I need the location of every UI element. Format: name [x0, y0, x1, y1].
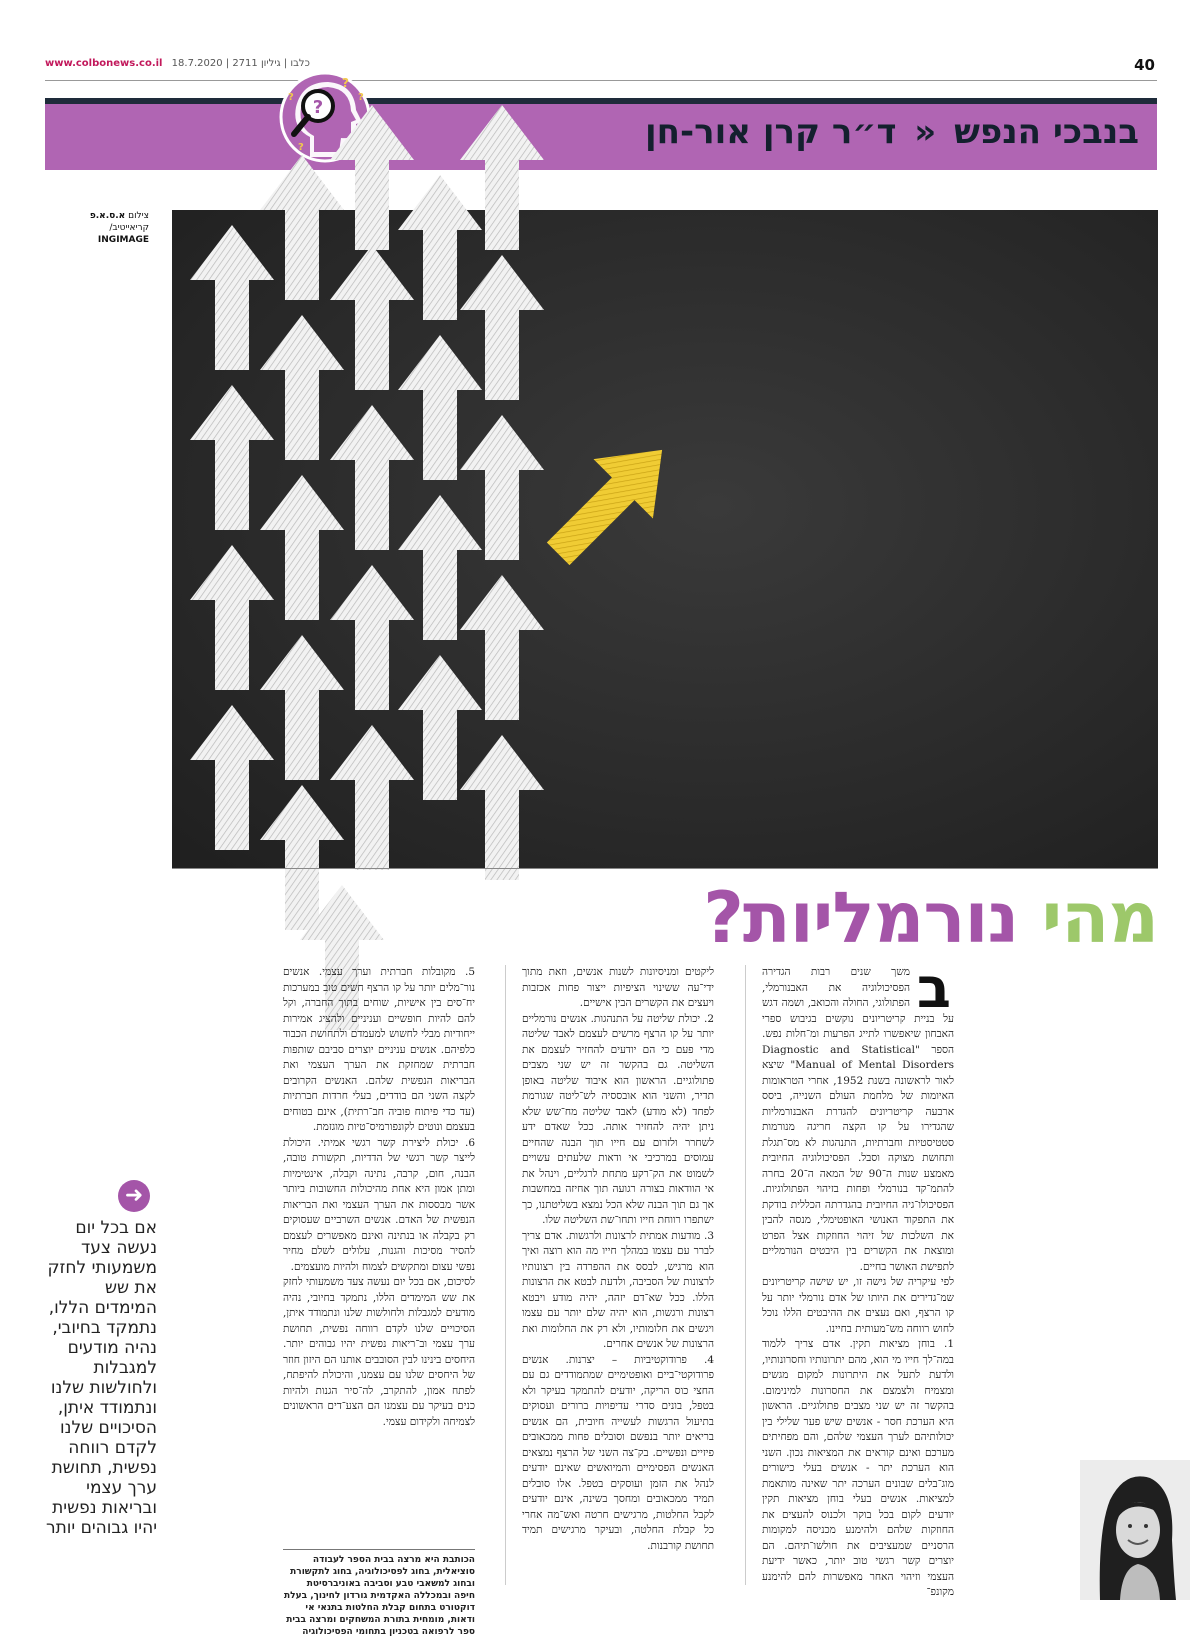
article-column-3 — [283, 965, 475, 1540]
paragraph: ליקטים ומניסיונות לשנות אנשים, וזאת מתוך ידי־עה ששינוי הציפיות ייצור פחות אכזבות ויעצים את הקשרים הבין אישיים. — [522, 966, 714, 1009]
column-title — [645, 112, 1139, 152]
column-author: ד״ר קרן אור-חן — [644, 112, 897, 152]
svg-text:?: ? — [298, 142, 304, 153]
paragraph: משך שנים רבות הגדירה הפסיכולוגיה את האבנורמלי, הפתולוגי, החולה והכואב, ושמה דגש על בניית קריטריונים נוקשים בגיבוש ספרי האבחון שיאפשרו לתייג הפרעות ומ־חלות נפש. הספר "Diagnostic and Statistical Manual of Mental Disorders" שיצא לאור לראשונה בשנת 1952, אחרי הטראומות האיומות של מלחמת העולם השנייה, ביסס ארבעה קריטריונים להגדרת האבנורמליות שהגדירו על קו הקצה חריגה מנורמות סטטיסטיות וחברתיות, התנהגות לא מס־תגלת ותחושת מצוקה וסבל. הפסיכולוגיה החיובית מאמצע שנות ה־90 של המאה ה־20 בחרה להתמ־קד בנורמלי ופחות בזיהוי הפתולוגיות. הפסיכולו־גיה החיובית בהגדרתה הכללית בודקת את התפקוד האנושי האופטימלי, מנסה להבין את השלכות של זיהוי החוזקות אצל הפרט ומוצאת את הקשרים בין היבטים הנורמליים לתפישת האושר בחיים. — [762, 966, 955, 1273]
arrow-right-icon: ➜ — [118, 1180, 150, 1212]
svg-text:?: ? — [312, 97, 324, 118]
headline-part1: מהי — [1041, 877, 1158, 959]
page-number: 40 — [1134, 56, 1155, 74]
chalkboard-arrows-photo — [172, 210, 1158, 868]
svg-text:?: ? — [342, 76, 349, 90]
issue-info: כלבו | גיליון 2711 | 18.7.2020 — [171, 58, 310, 69]
credit-agency: קריאייטיב/ — [109, 223, 149, 233]
credit-source: INGIMAGE — [97, 235, 149, 245]
paragraph: 3. מודעות אמתית לרצונות ולרגשות. אדם צריך לברר עם עצמו במהלך חייו מה הוא רוצה ואיך הוא מרגיש, לבסס את ההפרדה בין רצונותיו לרצונות של הסביבה, ולדעת לבטא את הרצונות הללו. ככל שא־דם יזהה, יהיה מודע ויבטא רצונות ורגשות, הוא יהיה שלם יותר עם עצמו ויגשים את חלומותיו, ולא רק את החלומות ואת הרצונות של אנשים אחרים. — [522, 1229, 714, 1350]
column-divider — [505, 965, 506, 1585]
pull-quote: אם בכל יום נעשה צעד משמעותי לחזק את שש המימדים הללו, נתמקד בחיובי, נהיה מודעים למגבלות ולחולשות שלנו ונתמודד איתן, הסיכויים שלנו לקדם רווחה נפשית, תחושת ערך עצמי ובריאות נפשית יהיו גבוהים יותר — [45, 1218, 157, 1538]
chevron-icon: « — [914, 112, 937, 152]
site-url[interactable]: www.colbonews.co.il — [45, 58, 163, 69]
column-band — [45, 98, 1157, 170]
section-name: בנבכי הנפש — [954, 112, 1139, 152]
headline-part2: נורמליות? — [703, 877, 1019, 959]
paragraph: 6. יכולת ליצירת קשר רגשי אמיתי. היכולת לייצר קשר רגשי של הדדיות, תקשורת טובה, הבנה, חום, קרבה, נתינה וקבלה, אינטימיות ומתן אמון היא אחת מהיכולות החשובות ביותר אשר מבססות את הערך העצמי ואת הבריאות הנפשית של האדם. אנשים השרביים שעסוקים רק בקבלה או בנתינה ואינם מאפשרים לעצמם להסיר מסיכות והגנות, עלולים לשלם מחיר נפשי עצום ומתקשים לצמוח ולהיות מועצמים. — [283, 1136, 475, 1273]
photo-divider — [172, 868, 1158, 869]
credit-name: א.ס.א.פ — [89, 211, 126, 221]
paragraph: 5. מקובלות חברתית וערך עצמי. אנשים נור־מלים יותר על קו הרצף חשים טוב במערכות יח־סים בין אישיות, שוחים בתוך החברה, וקל להם להיות חופשיים ועניניים ולהציג אמירות ייחודיות מבלי לחשוש למעמדם ולתחושת הכבוד כלפיהם. אנשים עניניים יוצרים סביבם שותפות חברתית שמחזקת את הערך העצמי ואת הבריאות הנפשית שלהם. האנשים הקרובים לקצה השני הם בודדים, בעלי חרדות חברתיות (עד כדי פיתוח פוביה חב־רתית), אינם בטוחים בעצמם ונוטים לקונפורמיס־טיות מוגזמת. — [283, 966, 475, 1133]
paragraph: 4. פרודוקטיביות – יצרנות. אנשים פרודוקטי־ביים ואופטימיים שמתמודדים גם עם החצי כוס הריקה, יודעים להתמקד בעיקר ולא בטפל, בונים סדרי עדיפויות ברורים ועסוקים בתיעול הרגשות לעשייה חיובית, הם אנשים בריאים יותר בנפשם וסובלים פחות ממכאובים פיזיים ונפשיים. בק־צה השני של הרצף נמצאים האנשים הפסימיים והמיואשים שאינם יודעים לנהל את הזמן ועוסקים בטפל. אלו סובלים תמיד ממכאובים ומחסך בשינה, אינם יודעים לקבל החלטות, מרגישים חרטה ואש־מה אחרי כל קבלת החלטה, ובעיקר מרגישים תמיד תחושת קורבנות. — [522, 1353, 714, 1552]
paragraph: 1. בוחן מציאות תקין. אדם צריך ללמוד במה־לך חייו מי הוא, מהם יתרונותיו וחסרונותיו, ולדעת לתעל את היתרונות למקום מגשים ומצמיח ולצמצם את החסרונות למינימום. בהקשר זה יש שני מצבים פתולוגיים. הראשון היא הערכת חסר - אנשים שיש פער שלילי בין יכולותיהם לערך העצמי שלהם, והם מפחיתים מערכם ואינם קוראים את המציאות נכון. השני הוא הערכת יתר - אנשים בעלי כישורים מוג־בלים שבונים הערכה יתר שאינה מותאמת למציאות. אנשים בעלי בוחן מציאות תקין יודעים לקום בכל בוקר ולכנוס להעצים את החוזקות שלהם ולהימנע מכניסה למקומות הרסניים שמעציבים את חולשו־תיהם. הם יוצרים קשר רגשי טוב יותר, כאשר ידיעת העצמי וזיהוי האחר מאפשרות להם להימנע מקונפ־ — [762, 1338, 954, 1598]
photo-credit — [45, 210, 149, 246]
arrows-illustration — [172, 210, 1158, 868]
svg-text:?: ? — [358, 92, 364, 103]
article-column-2 — [522, 965, 714, 1585]
headline — [703, 878, 1158, 958]
paragraph: לסיכום, אם בכל יום נעשה צעד משמעותי לחזק את שש המימדים הללו, נתמקד בחיובי, נהיה מודעים למגבלות ולחולשות שלנו ונתמודד איתן, הסיכויים שלנו לקדם רווחה נפשית, תחושת ערך עצמי וב־ריאות נפשית יהיו גבוהים יותר. היחסים בינינו לבין הסובבים אותנו הם היזון חוזר של היחסים שלנו עם עצמנו, והיכולת להיפתח, לפתח אמון, להתקרב, לה־סיר הגנות ולהיות כנים בעיקר עם עצמנו הם הצע־דים הראשונים לצמיחה ולקידום עצמי. — [283, 1276, 475, 1428]
column-divider — [745, 965, 746, 1585]
paragraph: לפי עיקריה של גישה זו, יש שישה קריטריונים שמ־גדירים את היותו של אדם נורמלי יותר על קו הרצף, ואם נעצים את ההיבטים הללו נוכל לחוש רווחה מש־מעותית בחיינו. — [762, 1276, 954, 1335]
author-portrait — [1080, 1460, 1190, 1600]
credit-label: צילום — [128, 211, 149, 221]
author-bio: הכותבת היא מרצה בבית הספר לעבודה סוציאלית, בחוג לפסיכולוגיה, בחוג לתקשורת ובחוג למשאבי טבע וסביבה באוניברסיטת חיפה ובמכללה האקדמית גורדון לחינוך, בעלת דוקטורט בתחום קבלת החלטות בתנאי אי ודאות, מומחית בתורת המשחקים ומרצה בבית ספר לרפואה בטכניון בתחומי הפסיכולוגיה — [283, 1549, 475, 1638]
dropcap: ב — [916, 956, 952, 1021]
paragraph: 2. יכולת שליטה על התנהגות. אנשים נורמליים יותר על קו הרצף מרשים לעצמם לאבד שליטה מדי פעם כי הם יודעים להחזיר לעצמם את השליטה. גם בהקשר זה יש שני מצבים פתולוגיים. הראשון הוא איבוד שליטה באופן תדיר, והשני הוא אובססיה לש־ליטה שגורמת לפחד (לא מודע) לאבד שליטה מח־שש שלא ניתן יהיה להחזיר אותה. ככל שאדם ידע לשחרר ולזרום עם חייו תוך הבנה שהחיים עמוסים במרכיבי אי ודאות שלעתים עשויים לשמוט את הק־רקע מתחת לרגליים, וינהל את אי הוודאות בצורה רגועה תוך אחיזה במחשבות אך גם תוך הבנה שלא הכל נמצא בשליטתנו, כך ישתפרו רווחת חייו ותחו־שת השליטה שלו. — [522, 1012, 714, 1226]
article-column-1 — [762, 956, 955, 1598]
svg-text:?: ? — [288, 92, 294, 103]
header-divider — [45, 80, 1157, 81]
page-header — [45, 58, 1155, 80]
